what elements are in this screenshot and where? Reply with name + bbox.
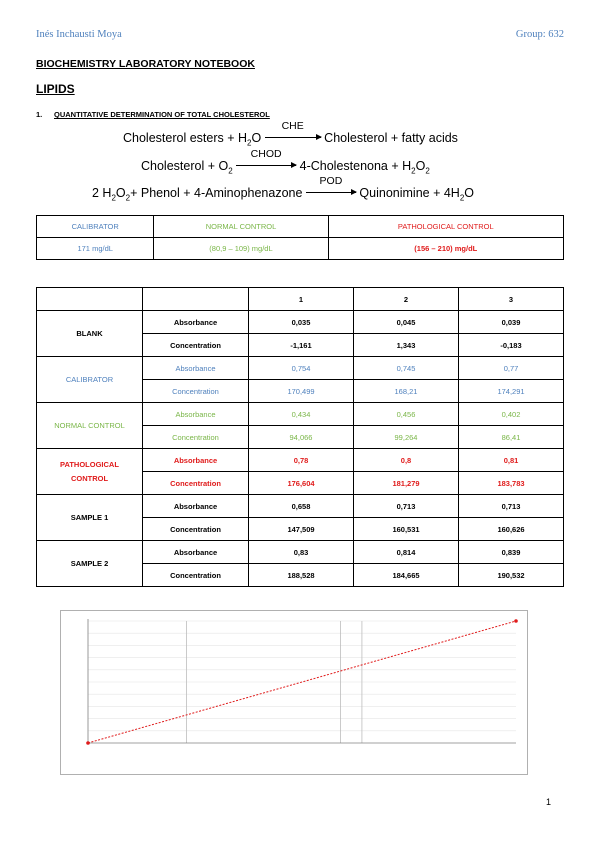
table-cell: 0,78	[249, 449, 354, 472]
section-heading: LIPIDS	[36, 82, 75, 96]
normal-control-header: NORMAL CONTROL	[154, 216, 328, 238]
reaction-2-products-end: O	[415, 159, 426, 173]
table-cell: 86,41	[459, 426, 564, 449]
concentration-label: Concentration	[143, 380, 249, 403]
page-header	[36, 29, 564, 45]
reaction-3-subscript-1: 2	[111, 193, 116, 203]
reaction-3-subscript-3: 2	[459, 193, 465, 203]
concentration-label: Concentration	[143, 426, 249, 449]
table-cell: 181,279	[354, 472, 459, 495]
reaction-1-reactants: Cholesterol esters + H	[123, 131, 248, 145]
reaction-arrow-3	[306, 175, 356, 200]
subsection-number: 1.	[36, 110, 43, 119]
document-title: BIOCHEMISTRY LABORATORY NOTEBOOK	[36, 58, 255, 70]
reaction-2	[141, 148, 430, 176]
reaction-3-reactants: + Phenol + 4-Aminophenazone	[130, 186, 303, 200]
sample-1-label: SAMPLE 1	[37, 495, 143, 541]
table-row	[37, 541, 564, 564]
reaction-3	[92, 175, 475, 203]
table-cell: 0,045	[354, 311, 459, 334]
table-cell: 0,035	[249, 311, 354, 334]
table-cell: 160,626	[459, 518, 564, 541]
absorbance-label: Absorbance	[143, 357, 249, 380]
normal-control-range: (80,9 – 109) mg/dL	[154, 238, 328, 260]
sample-2-label: SAMPLE 2	[37, 541, 143, 587]
table-header-row	[37, 288, 564, 311]
table-cell: 0,745	[354, 357, 459, 380]
table-cell: 0,754	[249, 357, 354, 380]
concentration-label: Concentration	[143, 472, 249, 495]
calibrator-header: CALIBRATOR	[37, 216, 154, 238]
subsection-heading	[36, 110, 270, 119]
normal-control-label: NORMAL CONTROL	[37, 403, 143, 449]
table-cell: 0,77	[459, 357, 564, 380]
table-cell: 174,291	[459, 380, 564, 403]
enzyme-label-che: CHE	[281, 120, 304, 132]
results-table	[36, 287, 564, 587]
table-cell: 0,713	[459, 495, 564, 518]
reaction-3-h2o2-a: 2 H	[92, 186, 112, 200]
table-cell: 147,509	[249, 518, 354, 541]
absorbance-label: Absorbance	[143, 541, 249, 564]
table-cell: 0,402	[459, 403, 564, 426]
table-row	[37, 403, 564, 426]
reaction-3-subscript-2: 2	[125, 193, 131, 203]
reaction-2-subscript-o: 2	[425, 166, 430, 176]
table-cell: 184,665	[354, 564, 459, 587]
table-cell: 0,434	[249, 403, 354, 426]
reaction-1	[123, 120, 458, 148]
subsection-title: QUANTITATIVE DETERMINATION OF TOTAL CHOLESTEROL	[54, 110, 270, 119]
reaction-2-products: 4-Cholestenona + H	[299, 159, 412, 173]
reaction-2-subscript: 2	[228, 166, 233, 176]
table-cell: 0,039	[459, 311, 564, 334]
reaction-3-products: Quinonimine + 4H	[359, 186, 460, 200]
data-point	[514, 619, 518, 623]
group-number: Group: 632	[515, 29, 564, 40]
column-header-2: 2	[354, 288, 459, 311]
controls-table	[36, 215, 564, 260]
table-cell: 0,8	[354, 449, 459, 472]
pathological-label-line-2: CONTROL	[70, 473, 109, 483]
table-cell: 0,456	[354, 403, 459, 426]
enzyme-label-chod: CHOD	[250, 148, 282, 160]
pathological-label-line-1: PATHOLOGICAL	[60, 459, 119, 469]
reaction-3-products-end: O	[464, 186, 475, 200]
calibrator-value: 171 mg/dL	[37, 238, 154, 260]
concentration-label: Concentration	[143, 564, 249, 587]
table-cell: 1,343	[354, 334, 459, 357]
absorbance-label: Absorbance	[143, 311, 249, 334]
absorbance-label: Absorbance	[143, 403, 249, 426]
enzyme-label-pod: POD	[319, 175, 343, 187]
reaction-1-reactants-end: O	[251, 131, 262, 145]
reaction-2-subscript-h: 2	[411, 166, 416, 176]
table-row	[37, 495, 564, 518]
table-cell: 94,066	[249, 426, 354, 449]
concentration-label: Concentration	[143, 334, 249, 357]
reaction-3-h2o2-b: O	[115, 186, 126, 200]
table-cell: 0,658	[249, 495, 354, 518]
table-cell: 160,531	[354, 518, 459, 541]
column-header-3: 3	[459, 288, 564, 311]
reaction-2-reactants: Cholesterol + O	[141, 159, 229, 173]
table-cell: 183,783	[459, 472, 564, 495]
reaction-arrow-2	[236, 148, 296, 173]
table-cell: -1,161	[249, 334, 354, 357]
table-cell: 0,713	[354, 495, 459, 518]
reaction-arrow-1	[265, 120, 321, 145]
reaction-1-products: Cholesterol + fatty acids	[324, 131, 458, 145]
reaction-1-subscript: 2	[247, 138, 252, 148]
absorbance-label: Absorbance	[143, 495, 249, 518]
pathological-control-label	[37, 449, 143, 495]
chart-canvas	[61, 611, 527, 774]
concentration-label: Concentration	[143, 518, 249, 541]
calibrator-label: CALIBRATOR	[37, 357, 143, 403]
author-name: Inés Inchausti Moya	[36, 29, 122, 40]
table-cell: -0,183	[459, 334, 564, 357]
table-cell: 99,264	[354, 426, 459, 449]
page-number: 1	[546, 797, 552, 807]
pathological-control-header: PATHOLOGICAL CONTROL	[328, 216, 563, 238]
table-cell: 0,81	[459, 449, 564, 472]
table-cell: 170,499	[249, 380, 354, 403]
data-point	[86, 741, 90, 745]
table-cell: 0,839	[459, 541, 564, 564]
table-row	[37, 311, 564, 334]
pathological-control-range: (156 – 210) mg/dL	[328, 238, 563, 260]
empty-header-cell	[143, 288, 249, 311]
table-row	[37, 357, 564, 380]
calibration-chart	[60, 610, 528, 775]
blank-label: BLANK	[37, 311, 143, 357]
table-cell: 168,21	[354, 380, 459, 403]
column-header-1: 1	[249, 288, 354, 311]
table-cell: 190,532	[459, 564, 564, 587]
table-row	[37, 449, 564, 472]
absorbance-label: Absorbance	[143, 449, 249, 472]
table-cell: 0,83	[249, 541, 354, 564]
table-cell: 188,528	[249, 564, 354, 587]
table-cell: 176,604	[249, 472, 354, 495]
table-cell: 0,814	[354, 541, 459, 564]
empty-header-cell	[37, 288, 143, 311]
